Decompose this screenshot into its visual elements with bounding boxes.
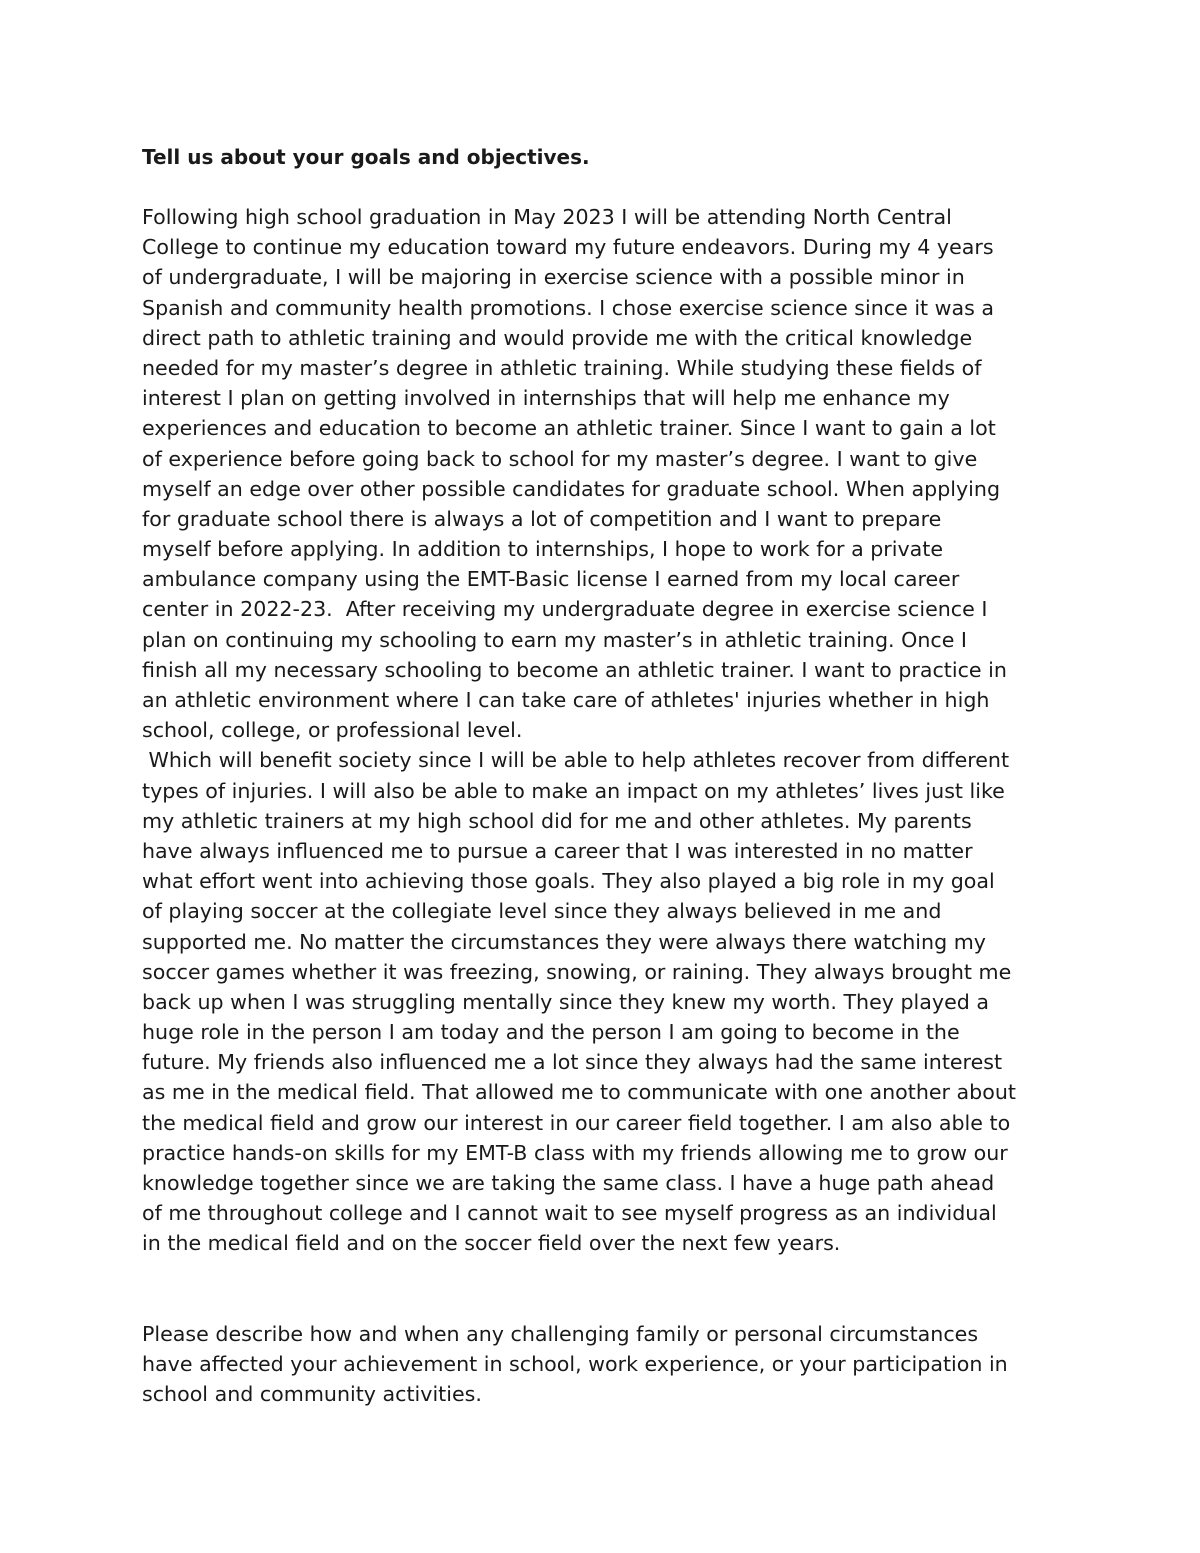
essay-line: Following high school graduation in May 2023 I will be attending North Central [142, 205, 952, 229]
prompt-line: have affected your achievement in school, work experience, or your participation in [142, 1351, 1008, 1376]
essay-line: in the medical field and on the soccer field over the next few years. [142, 1231, 841, 1256]
essay-line: of me throughout college and I cannot wait to see myself progress as an individual [142, 1201, 997, 1226]
essay-line: as me in the medical field. That allowed me to communicate with one another about [142, 1080, 1016, 1105]
essay-line: have always influenced me to pursue a career that I was interested in no matter [142, 838, 973, 863]
essay-line: future. My friends also influenced me a lot since they always had the same interest [142, 1050, 1003, 1075]
essay-line: of undergraduate, I will be majoring in exercise science with a possible minor in [142, 265, 965, 290]
essay-line: of experience before going back to school for my master’s degree. I want to give [142, 446, 978, 471]
essay-line: College to continue my education toward my future endeavors. During my 4 years [142, 235, 994, 260]
question-heading: Tell us about your goals and objectives. [142, 145, 590, 169]
second-question-prompt [142, 1319, 1072, 1410]
essay-line: school, college, or professional level. [142, 718, 523, 743]
essay-line: of playing soccer at the collegiate level since they always believed in me and [142, 899, 942, 924]
essay-line: knowledge together since we are taking the same class. I have a huge path ahead [142, 1171, 995, 1195]
essay-line: needed for my master’s degree in athletic training. While studying these fields of [142, 355, 982, 380]
essay-line: back up when I was struggling mentally since they knew my worth. They played a [142, 989, 989, 1014]
essay-line: direct path to athletic training and would provide me with the critical knowledge [142, 325, 973, 350]
essay-line: interest I plan on getting involved in internships that will help me enhance my [142, 386, 950, 411]
essay-answer [142, 202, 1072, 1259]
essay-line: myself before applying. In addition to internships, I hope to work for a private [142, 537, 944, 562]
essay-line: supported me. No matter the circumstances they were always there watching my [142, 929, 986, 954]
prompt-line: school and community activities. [142, 1381, 482, 1406]
essay-line: center in 2022-23. After receiving my undergraduate degree in exercise science I [142, 597, 988, 622]
essay-line: my athletic trainers at my high school did for me and other athletes. My parents [142, 808, 972, 833]
paragraph-gap [142, 1259, 1072, 1319]
essay-line: myself an edge over other possible candidates for graduate school. When applying [142, 476, 1001, 501]
essay-line: ambulance company using the EMT-Basic license I earned from my local career [142, 567, 960, 592]
essay-line: an athletic environment where I can take care of athletes' injuries whether in high [142, 688, 990, 712]
essay-line: Which will benefit society since I will be able to help athletes recover from different [142, 748, 1010, 773]
essay-line: huge role in the person I am today and the person I am going to become in the [142, 1020, 960, 1045]
essay-line: Spanish and community health promotions. I chose exercise science since it was a [142, 295, 995, 320]
essay-line: soccer games whether it was freezing, snowing, or raining. They always brought me [142, 959, 1012, 984]
essay-line: the medical field and grow our interest in our career field together. I am also able to [142, 1110, 1011, 1135]
essay-line: plan on continuing my schooling to earn my master’s in athletic training. Once I [142, 627, 968, 652]
document-content [142, 142, 1072, 1409]
essay-line: what effort went into achieving those goals. They also played a big role in my goal [142, 869, 995, 894]
essay-line: types of injuries. I will also be able to make an impact on my athletes’ lives just like [142, 778, 1005, 803]
essay-line: experiences and education to become an athletic trainer. Since I want to gain a lot [142, 416, 996, 441]
essay-line: for graduate school there is always a lot of competition and I want to prepare [142, 506, 942, 531]
prompt-line: Please describe how and when any challenging family or personal circumstances [142, 1321, 979, 1346]
essay-line: practice hands-on skills for my EMT-B class with my friends allowing me to grow our [142, 1140, 1008, 1165]
essay-line: finish all my necessary schooling to become an athletic trainer. I want to practice in [142, 657, 1007, 682]
